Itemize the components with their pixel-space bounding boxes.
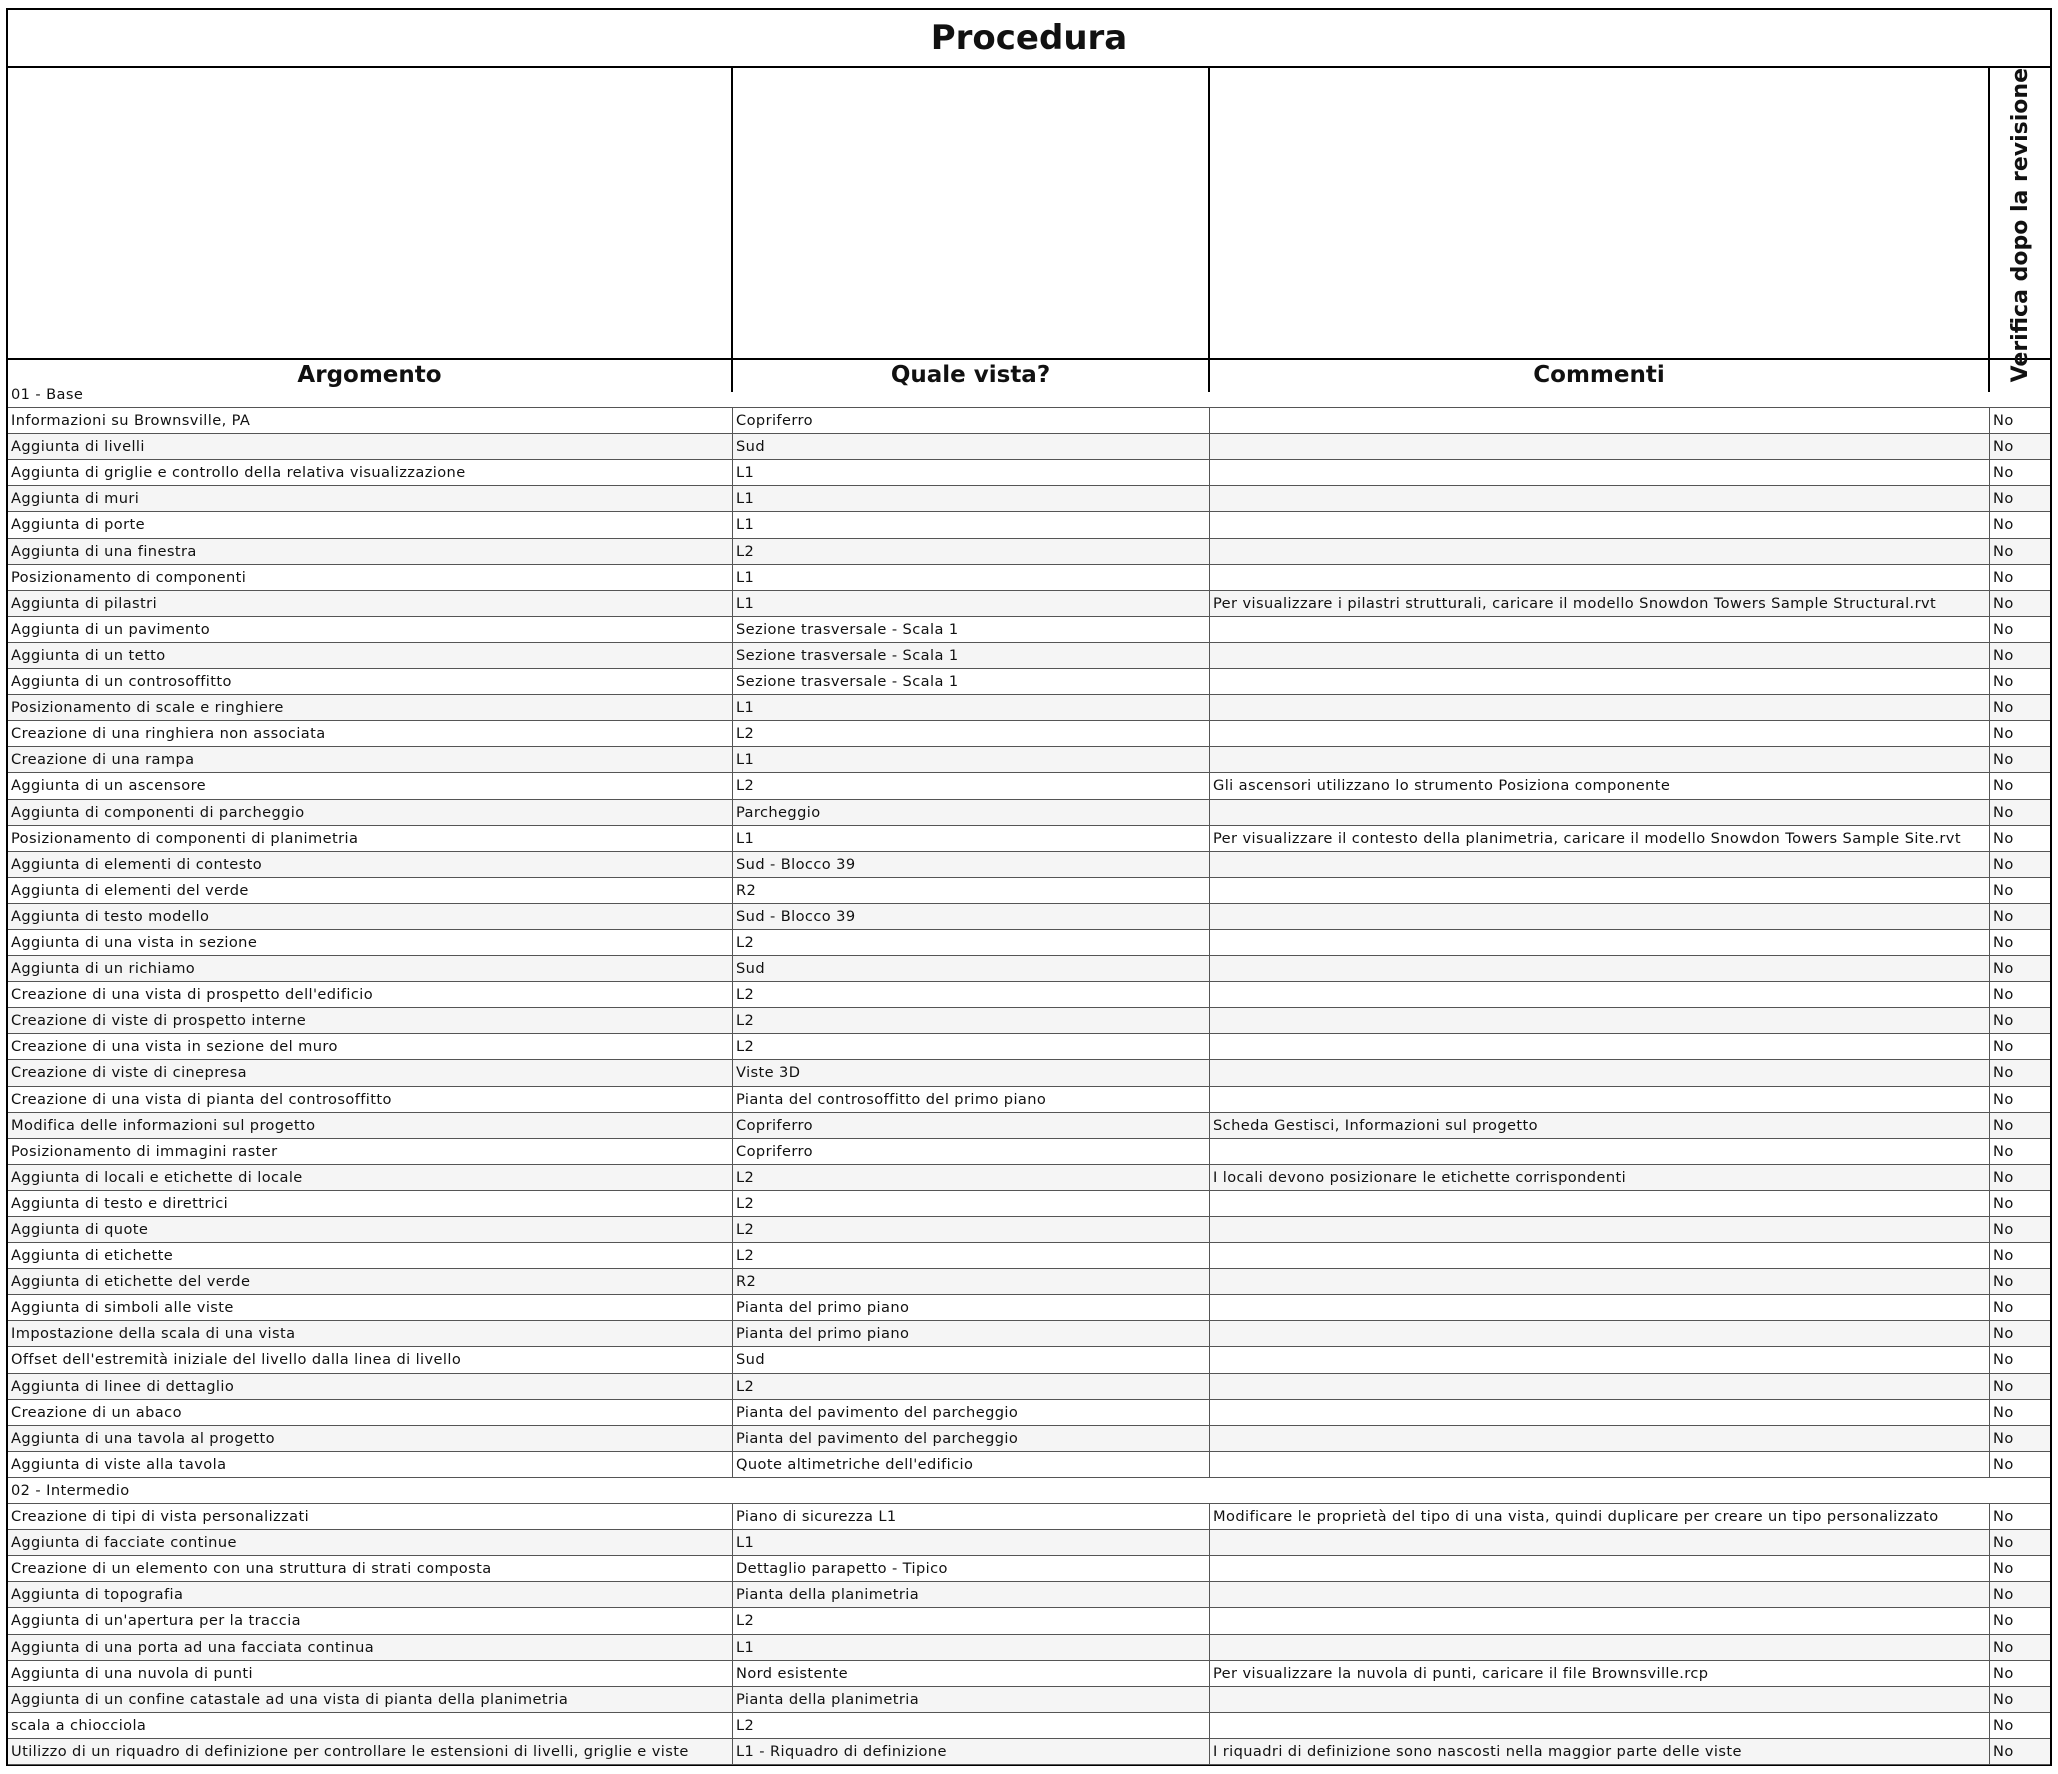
cell-vista: L1 bbox=[733, 1530, 1210, 1555]
cell-argomento: scala a chiocciola bbox=[8, 1713, 733, 1738]
cell-vista: L2 bbox=[733, 1217, 1210, 1242]
cell-verifica: No bbox=[1993, 516, 2014, 534]
cell-commenti bbox=[1210, 1635, 1990, 1660]
cell-argomento: Aggiunta di quote bbox=[8, 1217, 733, 1242]
cell-commenti bbox=[1210, 1008, 1990, 1033]
cell-commenti bbox=[1210, 565, 1990, 590]
cell-vista: L1 bbox=[733, 486, 1210, 511]
cell-vista: R2 bbox=[733, 878, 1210, 903]
cell-argomento: Creazione di una vista di prospetto dell'edificio bbox=[8, 982, 733, 1007]
cell-commenti bbox=[1210, 982, 1990, 1007]
header-verifica-cell bbox=[1990, 68, 2050, 392]
cell-vista: L1 bbox=[733, 460, 1210, 485]
cell-verifica: No bbox=[1993, 438, 2014, 456]
cell-argomento: Aggiunta di una nuvola di punti bbox=[8, 1661, 733, 1686]
cell-commenti bbox=[1210, 1452, 1990, 1477]
cell-verifica: No bbox=[1993, 986, 2014, 1004]
cell-commenti: I locali devono posizionare le etichette corrispondenti bbox=[1210, 1165, 1990, 1190]
spacer bbox=[8, 360, 2050, 382]
cell-commenti bbox=[1210, 1687, 1990, 1712]
cell-commenti bbox=[1210, 1060, 1990, 1085]
cell-verifica: No bbox=[1993, 855, 2014, 873]
cell-commenti bbox=[1210, 1347, 1990, 1372]
cell-verifica: No bbox=[1993, 1455, 2014, 1473]
cell-verifica: No bbox=[1993, 829, 2014, 847]
cell-argomento: Aggiunta di un tetto bbox=[8, 643, 733, 668]
cell-commenti bbox=[1210, 721, 1990, 746]
cell-vista: L2 bbox=[733, 1165, 1210, 1190]
cell-vista: L2 bbox=[733, 1374, 1210, 1399]
table-row bbox=[8, 565, 2050, 591]
cell-argomento: Modifica delle informazioni sul progetto bbox=[8, 1113, 733, 1138]
cell-argomento: Aggiunta di un controsoffitto bbox=[8, 669, 733, 694]
cell-vista: L1 bbox=[733, 1635, 1210, 1660]
cell-argomento: Creazione di viste di prospetto interne bbox=[8, 1008, 733, 1033]
cell-verifica: No bbox=[1993, 1142, 2014, 1160]
cell-commenti bbox=[1210, 669, 1990, 694]
cell-argomento: Aggiunta di un pavimento bbox=[8, 617, 733, 642]
table-row bbox=[8, 1400, 2050, 1426]
cell-vista: Copriferro bbox=[733, 408, 1210, 433]
cell-argomento: Aggiunta di testo e direttrici bbox=[8, 1191, 733, 1216]
cell-commenti bbox=[1210, 1191, 1990, 1216]
cell-verifica: No bbox=[1993, 907, 2014, 925]
cell-verifica: No bbox=[1993, 1612, 2014, 1630]
cell-argomento: Posizionamento di scale e ringhiere bbox=[8, 695, 733, 720]
cell-argomento: Aggiunta di etichette del verde bbox=[8, 1269, 733, 1294]
cell-verifica: No bbox=[1993, 673, 2014, 691]
table-row bbox=[8, 1687, 2050, 1713]
cell-commenti bbox=[1210, 800, 1990, 825]
cell-vista: Copriferro bbox=[733, 1139, 1210, 1164]
cell-argomento: Creazione di un abaco bbox=[8, 1400, 733, 1425]
table-row bbox=[8, 486, 2050, 512]
cell-commenti bbox=[1210, 852, 1990, 877]
cell-vista: Pianta del controsoffitto del primo piano bbox=[733, 1087, 1210, 1112]
table-row bbox=[8, 1504, 2050, 1530]
cell-commenti: Scheda Gestisci, Informazioni sul progetto bbox=[1210, 1113, 1990, 1138]
table-row bbox=[8, 930, 2050, 956]
cell-commenti bbox=[1210, 460, 1990, 485]
header-argomento: Argomento bbox=[8, 68, 733, 392]
cell-verifica: No bbox=[1993, 1299, 2014, 1317]
page-title: Procedura bbox=[8, 10, 2050, 68]
cell-commenti bbox=[1210, 1295, 1990, 1320]
cell-vista: L2 bbox=[733, 1713, 1210, 1738]
table-row bbox=[8, 1295, 2050, 1321]
cell-commenti: I riquadri di definizione sono nascosti nella maggior parte delle viste bbox=[1210, 1739, 1990, 1764]
group-label: 02 - Intermedio bbox=[8, 1478, 2050, 1504]
cell-vista: L2 bbox=[733, 930, 1210, 955]
cell-verifica: No bbox=[1993, 412, 2014, 430]
cell-commenti bbox=[1210, 878, 1990, 903]
table-row bbox=[8, 1191, 2050, 1217]
cell-commenti bbox=[1210, 512, 1990, 537]
cell-commenti bbox=[1210, 1400, 1990, 1425]
cell-commenti bbox=[1210, 930, 1990, 955]
cell-vista: L2 bbox=[733, 1191, 1210, 1216]
cell-verifica: No bbox=[1993, 1560, 2014, 1578]
table-row bbox=[8, 460, 2050, 486]
table-row bbox=[8, 1347, 2050, 1373]
table-row bbox=[8, 1060, 2050, 1086]
cell-verifica: No bbox=[1993, 1247, 2014, 1265]
cell-vista: Sud - Blocco 39 bbox=[733, 904, 1210, 929]
cell-argomento: Aggiunta di elementi del verde bbox=[8, 878, 733, 903]
cell-argomento: Aggiunta di griglie e controllo della relativa visualizzazione bbox=[8, 460, 733, 485]
table-row bbox=[8, 695, 2050, 721]
cell-vista: Sud bbox=[733, 1347, 1210, 1372]
cell-verifica: No bbox=[1993, 542, 2014, 560]
cell-verifica: No bbox=[1993, 594, 2014, 612]
cell-verifica: No bbox=[1993, 1429, 2014, 1447]
cell-verifica: No bbox=[1993, 1168, 2014, 1186]
table-row bbox=[8, 826, 2050, 852]
cell-argomento: Creazione di viste di cinepresa bbox=[8, 1060, 733, 1085]
cell-verifica: No bbox=[1993, 699, 2014, 717]
header-commenti: Commenti bbox=[1210, 68, 1990, 392]
cell-vista: Sud - Blocco 39 bbox=[733, 852, 1210, 877]
table-row bbox=[8, 800, 2050, 826]
header-verifica: Verifica dopo la revisione bbox=[2007, 68, 2033, 383]
cell-vista: Quote altimetriche dell'edificio bbox=[733, 1452, 1210, 1477]
cell-verifica: No bbox=[1993, 960, 2014, 978]
cell-vista: Pianta del primo piano bbox=[733, 1295, 1210, 1320]
cell-vista: Pianta del pavimento del parcheggio bbox=[733, 1400, 1210, 1425]
cell-argomento: Aggiunta di facciate continue bbox=[8, 1530, 733, 1555]
table-row bbox=[8, 1374, 2050, 1400]
table-row bbox=[8, 643, 2050, 669]
cell-commenti: Per visualizzare il contesto della planimetria, caricare il modello Snowdon Towers Sample Site.rvt bbox=[1210, 826, 1990, 851]
cell-verifica: No bbox=[1993, 881, 2014, 899]
cell-argomento: Posizionamento di componenti di planimetria bbox=[8, 826, 733, 851]
table-row bbox=[8, 1217, 2050, 1243]
table-row bbox=[8, 1713, 2050, 1739]
cell-vista: Pianta della planimetria bbox=[733, 1582, 1210, 1607]
table-row bbox=[8, 1530, 2050, 1556]
cell-vista: Pianta del pavimento del parcheggio bbox=[733, 1426, 1210, 1451]
table-row bbox=[8, 747, 2050, 773]
cell-commenti bbox=[1210, 1556, 1990, 1581]
table-row bbox=[8, 512, 2050, 538]
table-row bbox=[8, 1087, 2050, 1113]
table-row bbox=[8, 904, 2050, 930]
table-row bbox=[8, 878, 2050, 904]
cell-verifica: No bbox=[1993, 1194, 2014, 1212]
cell-vista: L1 bbox=[733, 747, 1210, 772]
cell-verifica: No bbox=[1993, 1038, 2014, 1056]
table-body bbox=[8, 360, 2050, 1765]
cell-argomento: Aggiunta di un ascensore bbox=[8, 773, 733, 798]
cell-verifica: No bbox=[1993, 1664, 2014, 1682]
cell-argomento: Aggiunta di etichette bbox=[8, 1243, 733, 1268]
cell-commenti: Per visualizzare la nuvola di punti, caricare il file Brownsville.rcp bbox=[1210, 1661, 1990, 1686]
cell-argomento: Aggiunta di simboli alle viste bbox=[8, 1295, 733, 1320]
cell-verifica: No bbox=[1993, 751, 2014, 769]
cell-argomento: Aggiunta di topografia bbox=[8, 1582, 733, 1607]
table-row bbox=[8, 1661, 2050, 1687]
table-row bbox=[8, 1139, 2050, 1165]
cell-argomento: Aggiunta di testo modello bbox=[8, 904, 733, 929]
cell-commenti bbox=[1210, 1608, 1990, 1633]
cell-commenti: Per visualizzare i pilastri strutturali, caricare il modello Snowdon Towers Sample Structural.rvt bbox=[1210, 591, 1990, 616]
cell-vista: L1 bbox=[733, 591, 1210, 616]
table-row bbox=[8, 1452, 2050, 1478]
cell-verifica: No bbox=[1993, 1716, 2014, 1734]
cell-vista: L1 bbox=[733, 826, 1210, 851]
cell-argomento: Aggiunta di livelli bbox=[8, 434, 733, 459]
cell-vista: Sud bbox=[733, 434, 1210, 459]
cell-commenti bbox=[1210, 1139, 1990, 1164]
cell-argomento: Aggiunta di locali e etichette di locale bbox=[8, 1165, 733, 1190]
cell-argomento: Aggiunta di componenti di parcheggio bbox=[8, 800, 733, 825]
cell-vista: Sezione trasversale - Scala 1 bbox=[733, 617, 1210, 642]
cell-verifica: No bbox=[1993, 568, 2014, 586]
cell-verifica: No bbox=[1993, 1742, 2014, 1760]
table-row bbox=[8, 1426, 2050, 1452]
cell-vista: Parcheggio bbox=[733, 800, 1210, 825]
cell-vista: L2 bbox=[733, 1034, 1210, 1059]
cell-commenti bbox=[1210, 1426, 1990, 1451]
cell-commenti bbox=[1210, 1034, 1990, 1059]
group-label: 01 - Base bbox=[8, 382, 2050, 408]
table-row bbox=[8, 1556, 2050, 1582]
cell-commenti bbox=[1210, 1321, 1990, 1346]
cell-argomento: Creazione di una vista in sezione del muro bbox=[8, 1034, 733, 1059]
cell-verifica: No bbox=[1993, 725, 2014, 743]
table-row bbox=[8, 617, 2050, 643]
cell-verifica: No bbox=[1993, 1586, 2014, 1604]
cell-verifica: No bbox=[1993, 1534, 2014, 1552]
cell-argomento: Creazione di una ringhiera non associata bbox=[8, 721, 733, 746]
cell-verifica: No bbox=[1993, 1377, 2014, 1395]
cell-vista: Viste 3D bbox=[733, 1060, 1210, 1085]
cell-vista: L2 bbox=[733, 1243, 1210, 1268]
cell-commenti bbox=[1210, 1374, 1990, 1399]
cell-verifica: No bbox=[1993, 1325, 2014, 1343]
cell-vista: Piano di sicurezza L1 bbox=[733, 1504, 1210, 1529]
cell-verifica: No bbox=[1993, 803, 2014, 821]
cell-commenti bbox=[1210, 643, 1990, 668]
cell-verifica: No bbox=[1993, 1403, 2014, 1421]
cell-argomento: Utilizzo di un riquadro di definizione per controllare le estensioni di livelli, griglie e viste bbox=[8, 1739, 733, 1764]
cell-verifica: No bbox=[1993, 1090, 2014, 1108]
cell-verifica: No bbox=[1993, 1064, 2014, 1082]
cell-argomento: Aggiunta di linee di dettaglio bbox=[8, 1374, 733, 1399]
cell-vista: L2 bbox=[733, 982, 1210, 1007]
cell-commenti bbox=[1210, 1269, 1990, 1294]
cell-verifica: No bbox=[1993, 490, 2014, 508]
cell-verifica: No bbox=[1993, 1351, 2014, 1369]
cell-vista: Sud bbox=[733, 956, 1210, 981]
cell-argomento: Aggiunta di una porta ad una facciata continua bbox=[8, 1635, 733, 1660]
cell-commenti bbox=[1210, 617, 1990, 642]
cell-argomento: Creazione di una rampa bbox=[8, 747, 733, 772]
table-rows bbox=[8, 382, 2050, 1765]
cell-vista: L2 bbox=[733, 1608, 1210, 1633]
cell-argomento: Aggiunta di viste alla tavola bbox=[8, 1452, 733, 1477]
cell-vista: Sezione trasversale - Scala 1 bbox=[733, 669, 1210, 694]
header-vista: Quale vista? bbox=[733, 68, 1210, 392]
cell-verifica: No bbox=[1993, 1638, 2014, 1656]
cell-argomento: Aggiunta di un richiamo bbox=[8, 956, 733, 981]
cell-vista: L2 bbox=[733, 1008, 1210, 1033]
cell-argomento: Aggiunta di una finestra bbox=[8, 539, 733, 564]
cell-vista: Pianta della planimetria bbox=[733, 1687, 1210, 1712]
cell-commenti bbox=[1210, 1530, 1990, 1555]
cell-verifica: No bbox=[1993, 1012, 2014, 1030]
cell-argomento: Informazioni su Brownsville, PA bbox=[8, 408, 733, 433]
table-row bbox=[8, 1635, 2050, 1661]
cell-argomento: Impostazione della scala di una vista bbox=[8, 1321, 733, 1346]
table-row bbox=[8, 982, 2050, 1008]
table-header bbox=[8, 68, 2050, 389]
table-row bbox=[8, 1582, 2050, 1608]
cell-argomento: Aggiunta di un'apertura per la traccia bbox=[8, 1608, 733, 1633]
table-row bbox=[8, 1269, 2050, 1295]
cell-commenti bbox=[1210, 1582, 1990, 1607]
cell-commenti bbox=[1210, 408, 1990, 433]
cell-commenti bbox=[1210, 1087, 1990, 1112]
cell-vista: Copriferro bbox=[733, 1113, 1210, 1138]
cell-argomento: Aggiunta di muri bbox=[8, 486, 733, 511]
cell-argomento: Aggiunta di una tavola al progetto bbox=[8, 1426, 733, 1451]
table-row bbox=[8, 1034, 2050, 1060]
cell-commenti bbox=[1210, 434, 1990, 459]
table-row bbox=[8, 434, 2050, 460]
cell-vista: Pianta del primo piano bbox=[733, 1321, 1210, 1346]
table-row bbox=[8, 1739, 2050, 1765]
cell-vista: L1 bbox=[733, 565, 1210, 590]
cell-verifica: No bbox=[1993, 1221, 2014, 1238]
cell-commenti bbox=[1210, 539, 1990, 564]
cell-verifica: No bbox=[1993, 777, 2014, 795]
table-row bbox=[8, 1321, 2050, 1347]
cell-vista: Dettaglio parapetto - Tipico bbox=[733, 1556, 1210, 1581]
cell-argomento: Offset dell'estremità iniziale del livello dalla linea di livello bbox=[8, 1347, 733, 1372]
table-row bbox=[8, 1608, 2050, 1634]
table-row bbox=[8, 1243, 2050, 1269]
cell-argomento: Creazione di una vista di pianta del controsoffitto bbox=[8, 1087, 733, 1112]
cell-commenti bbox=[1210, 956, 1990, 981]
table-row bbox=[8, 956, 2050, 982]
table-row bbox=[8, 539, 2050, 565]
cell-vista: Sezione trasversale - Scala 1 bbox=[733, 643, 1210, 668]
cell-argomento: Creazione di tipi di vista personalizzati bbox=[8, 1504, 733, 1529]
cell-vista: Nord esistente bbox=[733, 1661, 1210, 1686]
cell-argomento: Aggiunta di un confine catastale ad una vista di pianta della planimetria bbox=[8, 1687, 733, 1712]
cell-vista: L2 bbox=[733, 721, 1210, 746]
table-row bbox=[8, 1165, 2050, 1191]
table-row bbox=[8, 852, 2050, 878]
cell-argomento: Posizionamento di componenti bbox=[8, 565, 733, 590]
cell-commenti bbox=[1210, 1713, 1990, 1738]
cell-argomento: Aggiunta di una vista in sezione bbox=[8, 930, 733, 955]
cell-commenti bbox=[1210, 695, 1990, 720]
cell-verifica: No bbox=[1993, 464, 2014, 482]
table-row bbox=[8, 669, 2050, 695]
table-row bbox=[8, 591, 2050, 617]
cell-vista: L1 - Riquadro di definizione bbox=[733, 1739, 1210, 1764]
cell-verifica: No bbox=[1993, 1116, 2014, 1134]
cell-verifica: No bbox=[1993, 933, 2014, 951]
cell-verifica: No bbox=[1993, 1273, 2014, 1291]
cell-commenti bbox=[1210, 1243, 1990, 1268]
cell-commenti bbox=[1210, 904, 1990, 929]
table-row bbox=[8, 1008, 2050, 1034]
cell-verifica: No bbox=[1993, 646, 2014, 664]
cell-commenti: Gli ascensori utilizzano lo strumento Posiziona componente bbox=[1210, 773, 1990, 798]
cell-vista: R2 bbox=[733, 1269, 1210, 1294]
table-row bbox=[8, 773, 2050, 799]
cell-argomento: Aggiunta di elementi di contesto bbox=[8, 852, 733, 877]
cell-vista: L1 bbox=[733, 695, 1210, 720]
cell-argomento: Creazione di un elemento con una struttura di strati composta bbox=[8, 1556, 733, 1581]
procedure-sheet bbox=[6, 8, 2052, 1766]
cell-commenti: Modificare le proprietà del tipo di una vista, quindi duplicare per creare un tipo personalizzato bbox=[1210, 1504, 1990, 1529]
cell-verifica: No bbox=[1993, 620, 2014, 638]
cell-commenti bbox=[1210, 747, 1990, 772]
cell-vista: L1 bbox=[733, 512, 1210, 537]
cell-argomento: Posizionamento di immagini raster bbox=[8, 1139, 733, 1164]
cell-vista: L2 bbox=[733, 539, 1210, 564]
cell-commenti bbox=[1210, 486, 1990, 511]
cell-commenti bbox=[1210, 1217, 1990, 1242]
table-row bbox=[8, 408, 2050, 434]
cell-verifica: No bbox=[1993, 1690, 2014, 1708]
cell-argomento: Aggiunta di pilastri bbox=[8, 591, 733, 616]
cell-argomento: Aggiunta di porte bbox=[8, 512, 733, 537]
cell-vista: L2 bbox=[733, 773, 1210, 798]
cell-verifica: No bbox=[1993, 1508, 2014, 1526]
table-row bbox=[8, 1113, 2050, 1139]
table-row bbox=[8, 721, 2050, 747]
